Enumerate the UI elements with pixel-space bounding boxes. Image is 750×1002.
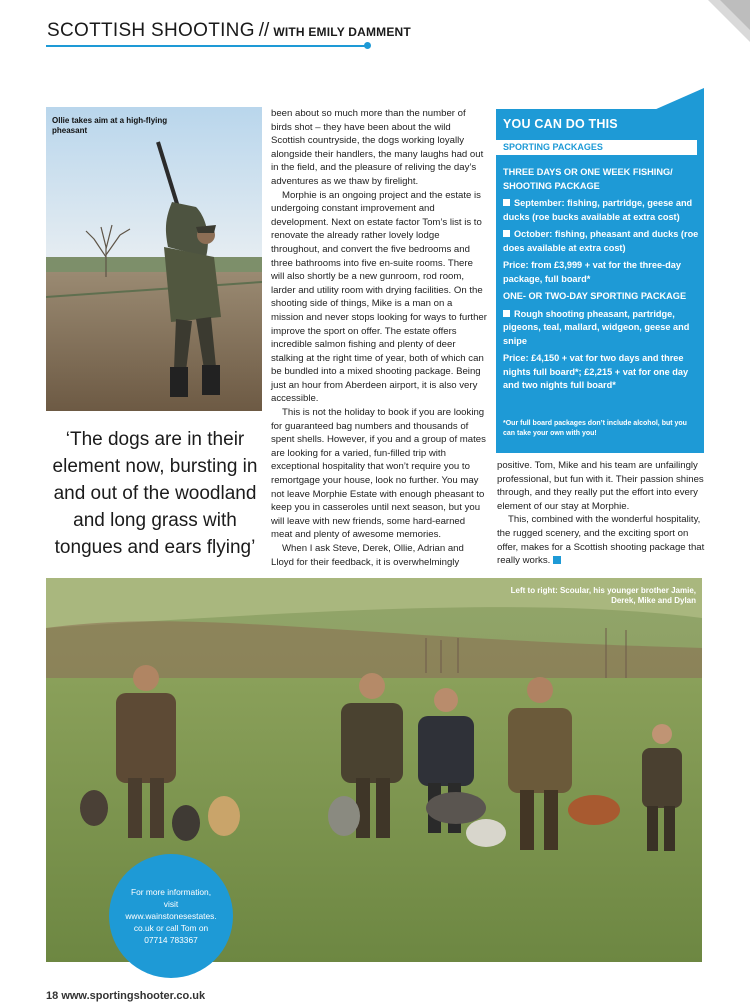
paragraph-text: This, combined with the wonderful hospitality, the rugged scenery, and the exciting sport on offer, makes for a Scottish shooting package that really works. — [497, 514, 705, 567]
paragraph: When I ask Steve, Derek, Ollie, Adrian and Lloyd for their feedback, it is overwhelmingly — [271, 543, 464, 568]
info-circle-text: For more information, visit www.wainstonesestates. co.uk or call Tom on 07714 783367 — [125, 887, 217, 945]
package-price: Price: from £3,999 + vat for the three-day package, full board* — [503, 260, 681, 284]
header-rule — [46, 45, 368, 47]
section-header — [47, 20, 411, 42]
bullet-square-icon — [503, 230, 510, 237]
section-separator: // — [258, 20, 270, 41]
photo-shooter-aiming — [46, 107, 262, 411]
paragraph — [497, 513, 705, 567]
footer-url[interactable]: www.sportingshooter.co.uk — [61, 990, 206, 1002]
paragraph: Morphie is an ongoing project and the estate is undergoing constant improvement and development. Next on estate factor Tom’s list is to renovate the already rather lovely lodge throughout, and convert the five bedrooms and three bathrooms into five en-suite rooms. There will also shortly be a new gunroom, rod room, larder and utility room with drying facilities. On the shooting side of things, Mike is a man on a mission and never stops looking for ways to further improve the sport on offer. The estate offers incredible salmon fishing and plenty of deer stalking at the right time of year, both of which can be bundled into a mixed shooting package. Being just an hour from Aberdeen airport, it is also very accessible. — [271, 189, 487, 405]
page-number: 18 — [46, 990, 59, 1002]
package-item-text: September: fishing, partridge, geese and ducks (roe bucks available at extra cost) — [503, 198, 693, 222]
sporting-packages-box — [496, 109, 704, 453]
article-column-middle — [271, 107, 487, 569]
package-title: ONE- OR TWO-DAY SPORTING PACKAGE — [503, 291, 687, 301]
shooter-photo-illustration — [46, 107, 262, 411]
paragraph: This is not the holiday to book if you are looking for guaranteed bag numbers and thousands of spent shells. However, if you and a group of mates are looking for a varied, fun-filled trip with exceptional hospitality that won’t require you to remortgage your house, look no further. You may not leave Morphie Estate with enough pheasant to keep you in casseroles until next season, but you will leave with new friends, some hard-earned meat and plenty of awesome memories. — [271, 407, 486, 541]
page-corner-decoration — [690, 0, 750, 60]
pull-quote: ‘The dogs are in their element now, bursting in and out of the woodland and long grass with tongues and ears flying’ — [52, 429, 258, 558]
bullet-square-icon — [503, 310, 510, 317]
box-heading: YOU CAN DO THIS — [503, 117, 618, 131]
package-title: THREE DAYS OR ONE WEEK FISHING/ SHOOTING PACKAGE — [503, 167, 673, 191]
paragraph: been about so much more than the number of birds shot – they have been about the wild Scottish countryside, the dogs working loyally alongside their handlers, the many laughs had out in the field, and the pleasure of reliving the day’s adventures as we thaw by firelight. — [271, 108, 484, 187]
page-footer — [46, 990, 205, 1002]
package-item-text: October: fishing, pheasant and ducks (roe does available at extra cost) — [503, 229, 699, 253]
box-body — [503, 166, 699, 397]
section-title: SCOTTISH SHOOTING — [47, 20, 255, 41]
info-circle — [109, 854, 233, 978]
bullet-square-icon — [503, 199, 510, 206]
box-tab-label: SPORTING PACKAGES — [496, 140, 697, 155]
section-author: WITH EMILY DAMMENT — [273, 25, 411, 39]
paragraph: positive. Tom, Mike and his team are unfailingly professional, but fun with it. Their passion shines through, and they really put the effort into every element of our stay at Morphie. — [497, 460, 704, 512]
end-mark-icon — [553, 556, 561, 564]
photo-caption-bottom: Left to right: Scoular, his younger brother Jamie, Derek, Mike and Dylan — [510, 586, 696, 605]
package-item — [503, 308, 699, 349]
package-item — [503, 197, 699, 224]
box-footnote: *Our full board packages don’t include alcohol, but you can take your own with you! — [503, 420, 687, 437]
package-price: Price: £4,150 + vat for two days and three nights full board*; £2,215 + vat for one day and two nights full board* — [503, 353, 689, 390]
header-rule-dot — [364, 42, 371, 49]
article-column-right — [497, 459, 705, 568]
photo-caption-top: Ollie takes aim at a high-flying pheasant — [52, 116, 168, 135]
package-item-text: Rough shooting pheasant, partridge, pigeons, teal, mallard, widgeon, geese and snipe — [503, 308, 690, 346]
box-corner-flag — [654, 88, 704, 110]
package-item — [503, 228, 699, 255]
